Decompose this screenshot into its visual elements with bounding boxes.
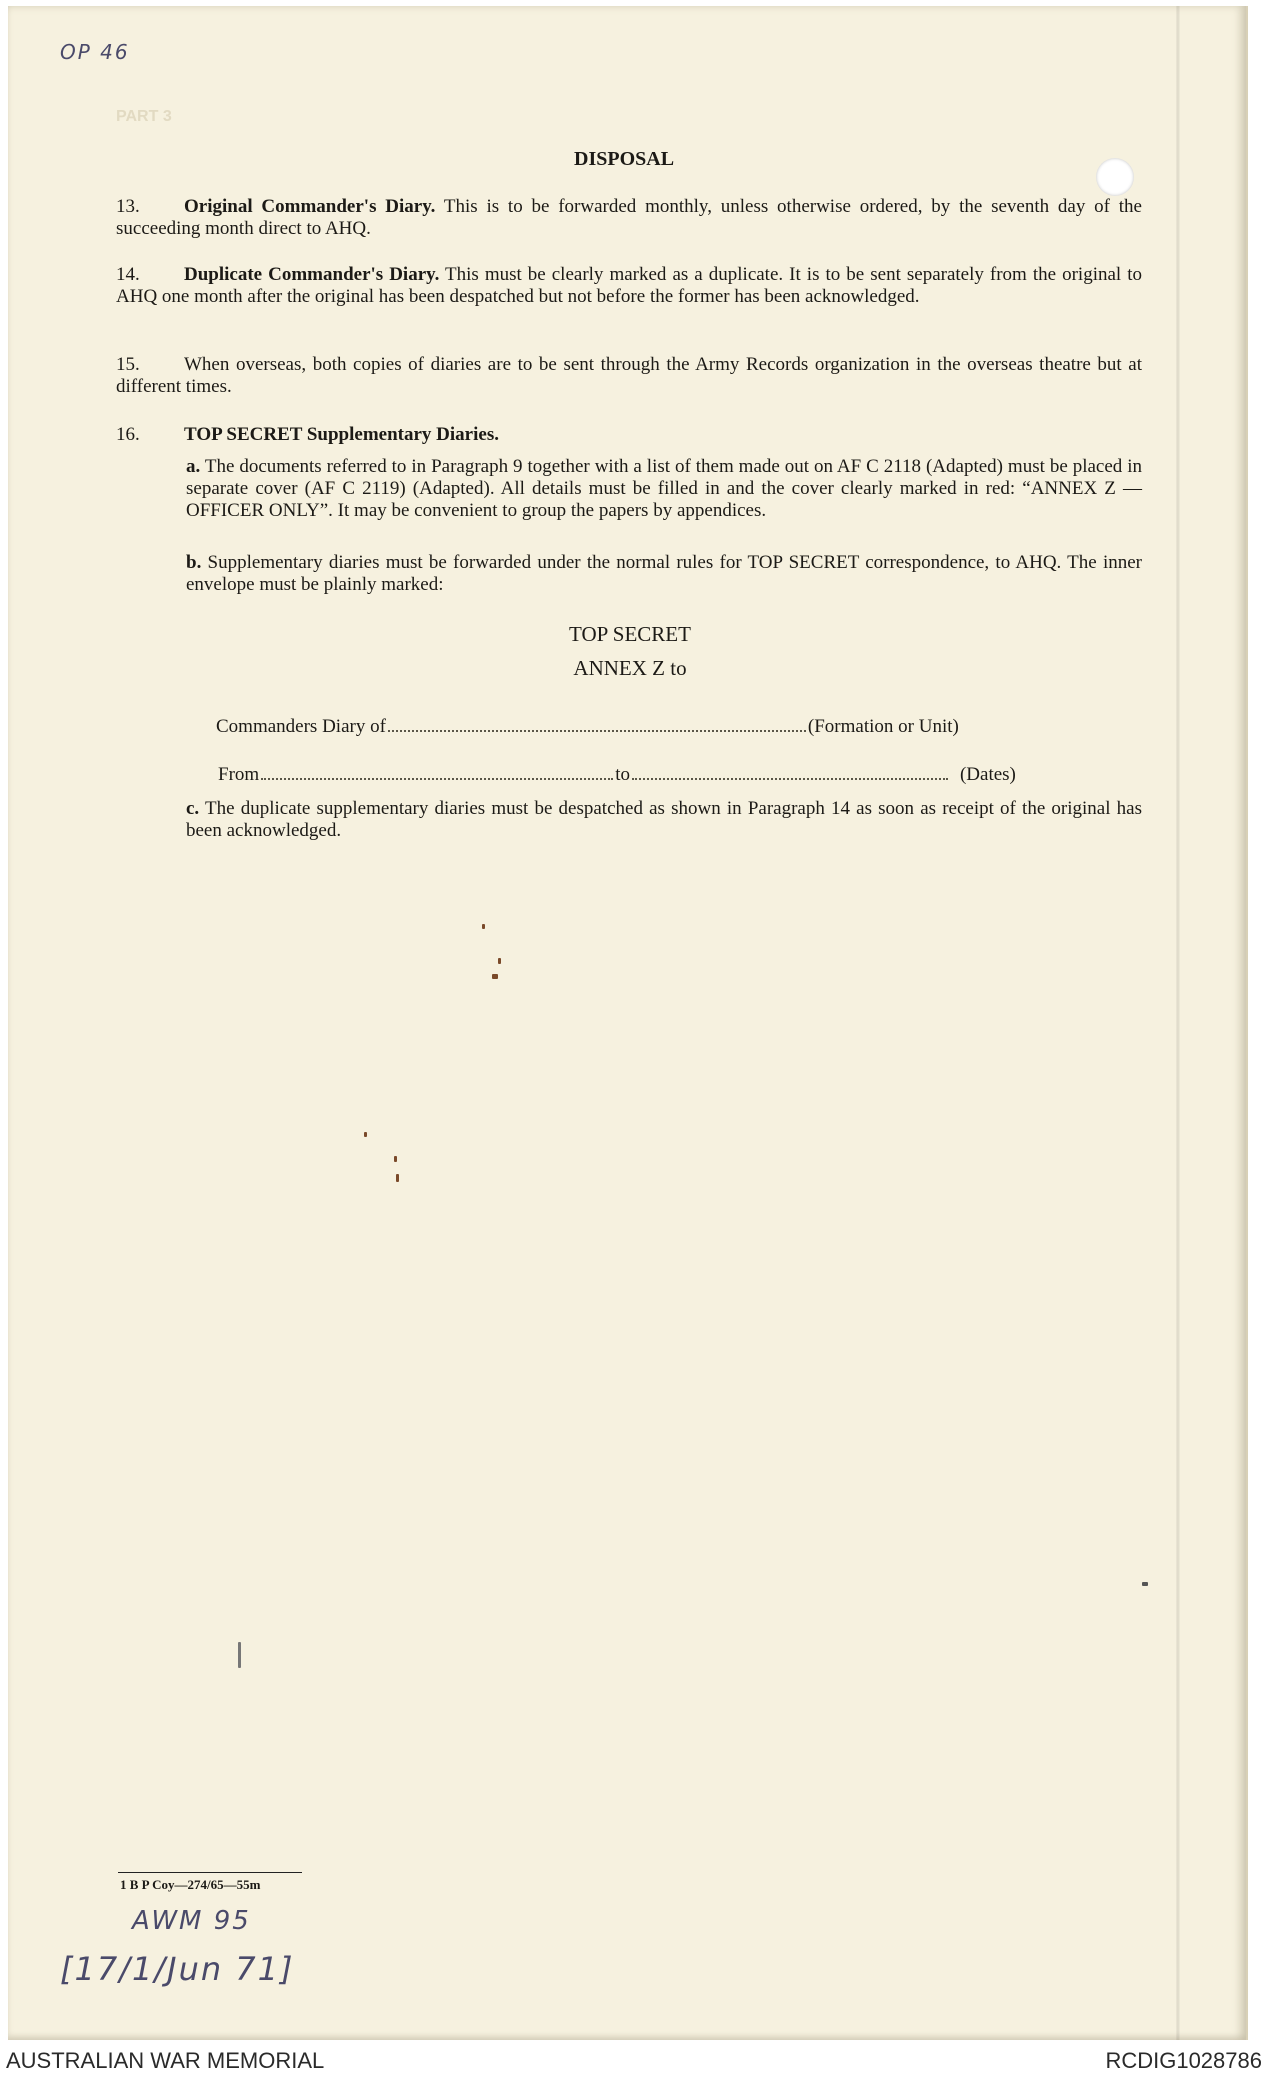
paper-speck [1142,1582,1148,1586]
paragraph-heading: Duplicate Commander's Diary. [184,264,440,285]
paper-speck [482,924,485,929]
diary-of-label: Commanders Diary of [216,716,386,737]
archive-caption: AUSTRALIAN WAR MEMORIAL [6,2048,325,2073]
from-blank [261,776,613,780]
paragraph-heading: Original Commander's Diary. [184,196,436,217]
paragraph-text: When overseas, both copies of diaries are to be sent through the Army Records organization in the overseas theatre but at different times. [116,354,1142,397]
document-page [8,6,1248,2040]
subparagraph-label: b. [186,552,202,573]
paper-speck [238,1642,241,1668]
to-label: to [615,764,630,785]
paper-speck [492,974,498,979]
handwritten-reference-top: OP 46 [60,40,130,64]
paragraph-13 [116,196,1142,240]
to-blank [632,776,948,780]
paper-speck [364,1132,367,1137]
handwritten-item-range: [17/1/Jun 71] [60,1950,295,1988]
diary-of-suffix: (Formation or Unit) [807,716,959,737]
subparagraph-c [186,798,1142,842]
paragraph-heading: TOP SECRET Supplementary Diaries. [184,424,499,445]
subparagraph-text: The documents referred to in Paragraph 9 together with a list of them made out on AF C 2118 (Adapted) must be placed in separate cover (AF C 2119) (Adapted). All details must be filled in and the cover clearly marked in red: “ANNEX Z — OFFICER ONLY”. It may be convenient to group the papers by appendices. [186,456,1142,521]
footnote-rule [118,1872,302,1873]
paragraph-15 [116,354,1142,398]
dates-suffix: (Dates) [959,764,1016,785]
paper-speck [396,1174,399,1182]
page-fold [1176,6,1180,2040]
subparagraph-a [186,456,1142,522]
envelope-marking-annex-z: ANNEX Z to [573,656,687,680]
paper-speck [394,1156,397,1162]
faint-part-heading: PART 3 [116,108,172,125]
paragraph-text: This is to be forwarded monthly, unless otherwise ordered, by the seventh day of the succeeding month direct to AHQ. [116,196,1142,239]
diary-of-line [216,716,959,738]
subparagraph-label: a. [186,456,201,477]
subparagraph-text: Supplementary diaries must be forwarded under the normal rules for TOP SECRET correspondence, to AHQ. The inner envelope must be plainly marked: [186,552,1142,595]
paragraph-16-heading [116,424,1142,446]
paragraph-number: 15. [116,354,140,375]
paragraph-number: 13. [116,196,140,217]
paragraph-text: This must be clearly marked as a duplicate. It is to be sent separately from the original to AHQ one month after the original has been despatched but not before the former has been acknowledged. [116,264,1142,307]
dates-line [218,764,1016,786]
paragraph-number: 14. [116,264,140,285]
envelope-marking-top-secret: TOP SECRET [569,622,691,646]
paragraph-number: 16. [116,424,140,445]
punch-hole [1096,158,1134,196]
archive-id: RCDIG1028786 [1105,2048,1262,2073]
diary-of-blank [388,728,806,732]
handwritten-series: AWM 95 [132,1906,251,1936]
paragraph-14 [116,264,1142,308]
subparagraph-b [186,552,1142,596]
printer-footnote: 1 B P Coy—274/65—55m [120,1877,261,1892]
subparagraph-text: The duplicate supplementary diaries must be despatched as shown in Paragraph 14 as soon as receipt of the original has been acknowledged. [186,798,1142,841]
paper-speck [498,958,501,964]
from-label: From [218,764,260,785]
subparagraph-label: c. [186,798,200,819]
page-title: DISPOSAL [574,148,675,170]
